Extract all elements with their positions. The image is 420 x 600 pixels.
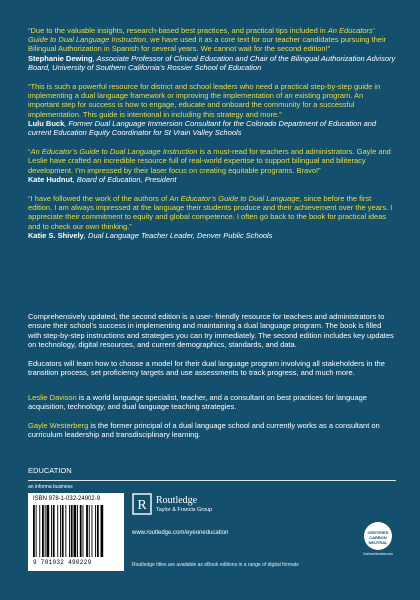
svg-text:R: R [137, 498, 147, 513]
barcode [28, 493, 124, 571]
isbn: ISBN 978-1-032-24902-9 [33, 496, 101, 502]
author-bio: Gayle Westerberg is the former principal of a dual language school and currently works as a consultant on curriculum leadership and transdisciplinary learning. [28, 420, 380, 440]
quote-author-name: Kate Hudnut [28, 174, 73, 184]
author-bios [28, 393, 396, 449]
author-bio: Leslie Davison is a world language specialist, teacher, and a consultant on best practices for language acquisition, technology, and dual language teaching strategies. [28, 393, 367, 412]
publisher-subtitle: Taylor & Francis Group [156, 507, 213, 513]
quote-1: “Due to the valuable insights, research-based best practices, and practical tips included in An Educators’ Guide to Dual Language Instruction, we have used it as a core text for our teacher candidates pursuing their Bilingual Authorization in Spanish for several years. We cannot wait for the second edition!” Stephanie Dewing, Associate Professor of Clinical Education and Chair of the Bilingual Authorization Advisory Board, University of Southern California’s Rossier School of Education [28, 26, 396, 72]
quote-3: “An Educator’s Guide to Dual Language Instruction is a must-read for teachers and administrators. Gayle and Leslie have crafted an incredible resource full of real-world expertise to support bilingual and biliteracy development. I’m impressed by their laser focus on creating equitable programs. Bravo!” Kate Hudnut, Board of Education, President [28, 147, 391, 184]
author-name: Gayle Westerberg [28, 420, 89, 430]
informa-tagline: an informa business [28, 484, 73, 490]
book-description [28, 312, 396, 386]
carbon-neutral-badge [358, 522, 398, 562]
publisher-logo [132, 492, 282, 532]
quote-2: “This is such a powerful resource for district and school leaders who need a practical step-by-step guide in implementing a dual language framework or improving the implementation of an existing program. An important step for success is how to engage, educate and onboard the community for a successful implementation. This guide is intentional in including this strategy and more.” Lulu Buck, Former Dual Language Immersion Consultant for the Colorado Department of Education and current Education Equity Coordinator for St Vrain Valley Schools [28, 82, 381, 138]
barcode-bars [33, 505, 119, 557]
back-cover-footer [28, 484, 396, 584]
quote-author-role: , Former Dual Language Immersion Consultant for the Colorado Department of Education and current Education Equity Coordinator for St Vrain Valley Schools [28, 118, 377, 138]
barcode-digits: 9 781032 490229 [33, 559, 92, 566]
ebook-note: Routledge titles are available as eBook editions in a range of digital formats [132, 562, 299, 568]
description-paragraph: Educators will learn how to choose a model for their dual language program involving all stakeholders in the transition process, set proficiency targets and use assessments to track progress, and much more. [28, 358, 385, 378]
quote-author-role: , Associate Professor of Clinical Education and Chair of the Bilingual Authorization Advisory Board, University of Southern California’s Rossier School of Education [28, 53, 396, 72]
author-name: Leslie Davison [28, 393, 77, 402]
quote-author-role: , Dual Language Teacher Leader, Denver Public Schools [83, 230, 273, 240]
publisher-name: Routledge [156, 495, 198, 506]
endorsement-quotes [28, 26, 396, 250]
quote-author-role: , Board of Education, President [72, 174, 177, 184]
carbon-neutral-icon: CERTIFIED CARBON NEUTRAL [364, 522, 392, 550]
quote-author-name: Lulu Buck [28, 118, 65, 128]
description-paragraph: Comprehensively updated, the second edition is a user- friendly resource for teachers and administrators to ensure their school’s success in implementing and maintaining a dual language program. The book is filled with step-by-step instructions and strategies you can try immediately. The second edition includes key updates on technology, digital resources, and current demographics, standards, and data. [28, 312, 394, 350]
carbon-neutral-url: CarbonNeutral.com [362, 552, 394, 556]
quote-author-name: Stephanie Dewing [28, 53, 93, 63]
quote-4: “I have followed the work of the authors of An Educator’s Guide to Dual Language, since before the first edition. I am always impressed at the language their students produce and their achievement over the years. I appreciate their commitment to equity and global competence. I often go back to the book for practical ideas and to check our own thinking.” Katie S. Shively, Dual Language Teacher Leader, Denver Public Schools [28, 194, 393, 240]
publisher-url[interactable]: www.routledge.com/eyeoneducation [132, 530, 229, 536]
routledge-r-icon [132, 493, 152, 515]
divider [28, 480, 396, 481]
subject-category: EDUCATION [28, 466, 72, 475]
quote-author-name: Katie S. Shively [28, 230, 84, 240]
